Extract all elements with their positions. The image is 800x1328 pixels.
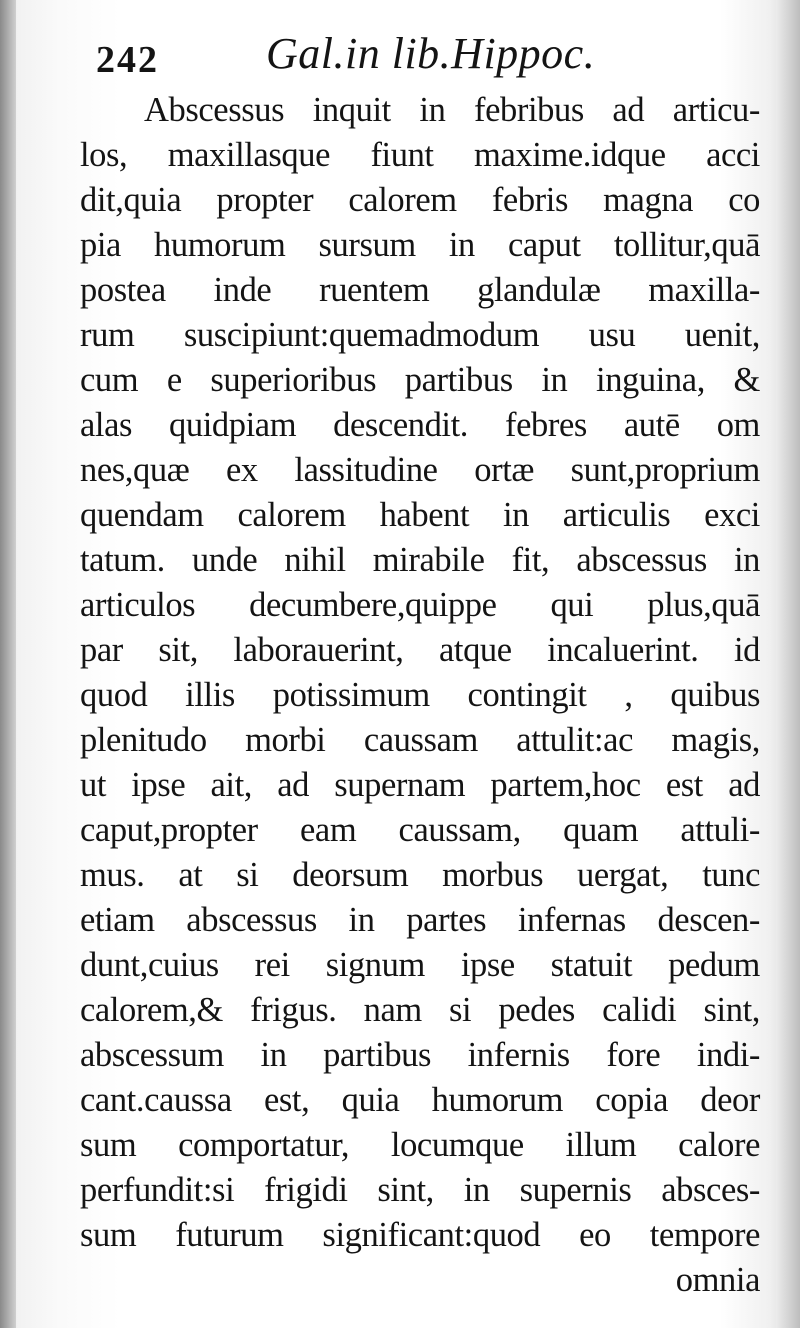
text-line: rum suscipiunt:quemadmodum usu uenit, (80, 316, 760, 354)
running-head: Gal.in lib.Hippoc. (266, 29, 596, 78)
text-line: mus. at si deorsum morbus uergat, tunc (80, 856, 760, 894)
text-line: quendam calorem habent in articulis exci (80, 496, 760, 534)
text-line: tatum. unde nihil mirabile fit, abscessus in (80, 541, 760, 579)
page-number: 242 (96, 39, 159, 81)
text-line: dunt,cuius rei signum ipse statuit pedum (80, 946, 760, 984)
text-line: calorem,& frigus. nam si pedes calidi sint, (80, 991, 760, 1029)
text-line: cum e superioribus partibus in inguina, & (80, 361, 760, 399)
text-line: sum comportatur, locumque illum calore (80, 1126, 760, 1164)
text-line: los, maxillasque fiunt maxime.idque acci (80, 136, 760, 174)
page-header (96, 28, 736, 88)
text-line: Abscessus inquit in febribus ad articu- (144, 91, 760, 129)
body-text (80, 88, 760, 1303)
text-line: nes,quæ ex lassitudine ortæ sunt,proprium (80, 451, 760, 489)
text-line: perfundit:si frigidi sint, in supernis absces- (80, 1171, 760, 1209)
text-line: par sit, laborauerint, atque incaluerint. id (80, 631, 760, 669)
text-line: articulos decumbere,quippe qui plus,quā (80, 586, 760, 624)
text-line: ut ipse ait, ad supernam partem,hoc est ad (80, 766, 760, 804)
text-line: cant.caussa est, quia humorum copia deor (80, 1081, 760, 1119)
gutter-shadow (0, 0, 16, 1328)
text-line: plenitudo morbi caussam attulit:ac magis, (80, 721, 760, 759)
catchword: omnia (675, 1261, 760, 1299)
page-edge (776, 0, 800, 1328)
text-line: caput,propter eam caussam, quam attuli- (80, 811, 760, 849)
text-line: sum futurum significant:quod eo tempore (80, 1216, 760, 1254)
text-line: abscessum in partibus infernis fore indi- (80, 1036, 760, 1074)
text-line: dit,quia propter calorem febris magna co (80, 181, 760, 219)
text-line: alas quidpiam descendit. febres autē om (80, 406, 760, 444)
text-line: pia humorum sursum in caput tollitur,quā (80, 226, 760, 264)
text-line: postea inde ruentem glandulæ maxilla- (80, 271, 760, 309)
text-line: quod illis potissimum contingit , quibus (80, 676, 760, 714)
text-line: etiam abscessus in partes infernas descen- (80, 901, 760, 939)
